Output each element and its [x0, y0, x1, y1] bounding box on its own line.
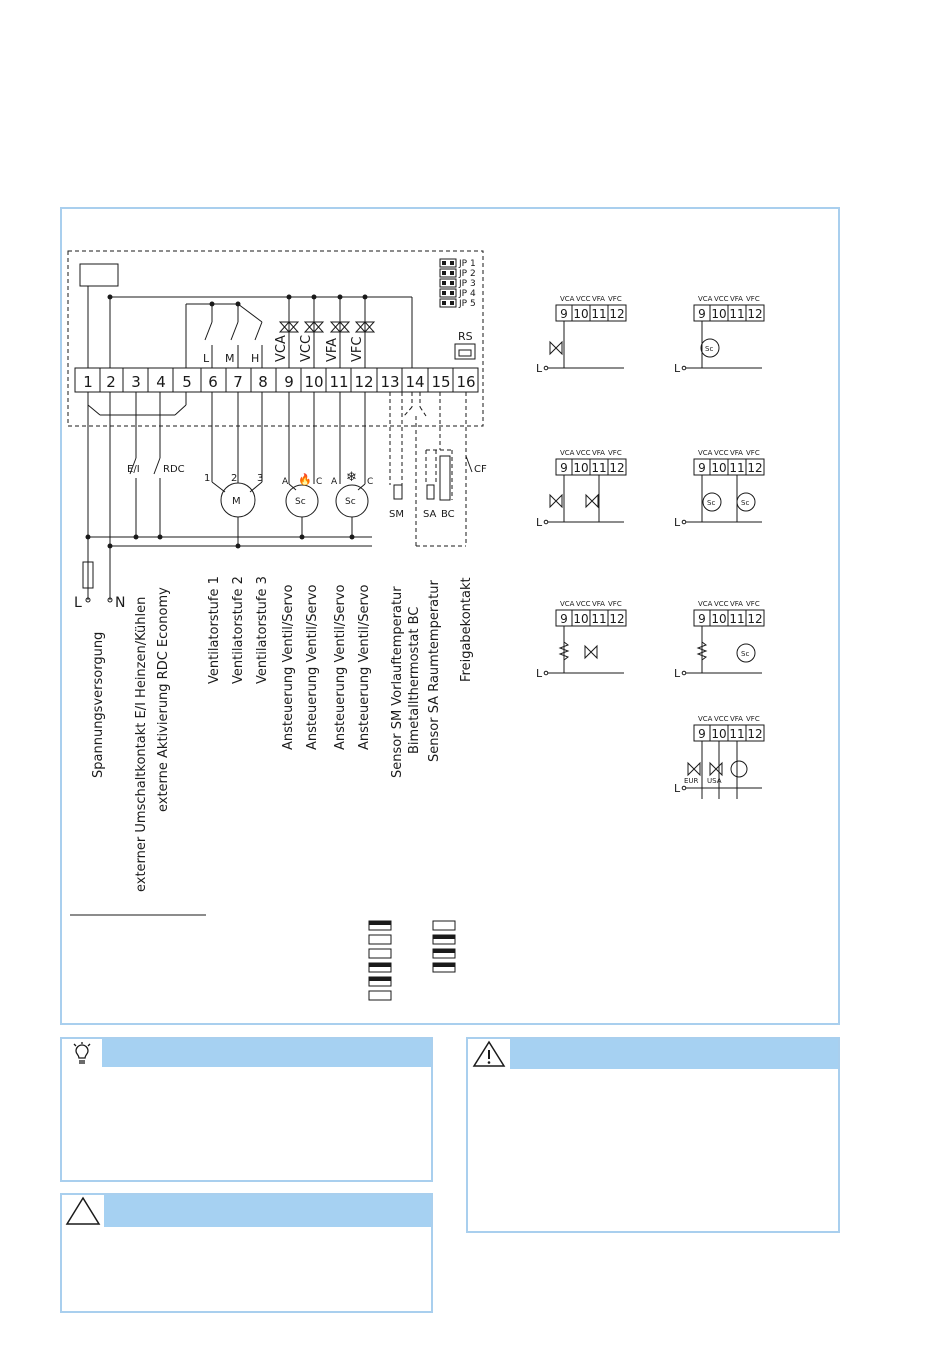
variant-1-term-2: 11 [591, 307, 607, 321]
desc-fan-3: Ventilatorstufe 3 [255, 576, 270, 684]
variant-7-term-1: 10 [711, 727, 727, 741]
fan-speed-h: H [251, 352, 260, 365]
variant-5-header-0: VCA [560, 600, 575, 608]
variant-5-term-0: 9 [560, 612, 568, 626]
variant-4-term-1: 10 [711, 461, 727, 475]
variant-4-header-2: VFA [730, 449, 743, 457]
variant-5-term-1: 10 [573, 612, 589, 626]
terminal-4: 4 [156, 373, 166, 391]
variant-2-line-label: L [674, 362, 681, 375]
desc-ei: externer Umschaltkontakt E/I Heinzen/Kühlen [134, 596, 149, 892]
variant-6-header-0: VCA [698, 600, 713, 608]
variant-6-term-2: 11 [729, 612, 745, 626]
variant-5-line-terminal [544, 671, 548, 675]
terminal-5: 5 [182, 373, 192, 391]
lightbulb-icon [62, 1039, 102, 1067]
sensor-sm-label: SM [389, 509, 404, 520]
variant-5-header-3: VFC [608, 600, 622, 608]
variant-1-line-label: L [536, 362, 543, 375]
variant-1-valve [550, 342, 562, 354]
variant-2-actuator-label: Sc [705, 345, 714, 353]
jumper-label-2: JP 2 [459, 269, 476, 279]
warning-triangle-icon [468, 1039, 510, 1069]
desc-fan-2: Ventilatorstufe 2 [231, 576, 246, 684]
terminal-6: 6 [208, 373, 218, 391]
variant-7-term-0: 9 [698, 727, 706, 741]
terminal-8: 8 [258, 373, 268, 391]
variant-5-header-1: VCC [576, 600, 591, 608]
variant-6-header-3: VFC [746, 600, 760, 608]
variant-2-header-3: VFC [746, 295, 760, 303]
variant-7-term-2: 11 [729, 727, 745, 741]
sensor-bc-label: BC [441, 509, 455, 520]
flame-icon: 🔥 [298, 473, 312, 486]
variant-7-header-1: VCC [714, 715, 729, 723]
variant-3-term-3: 12 [609, 461, 625, 475]
variant-2-line-terminal [682, 366, 686, 370]
desc-valve-2: Ansteuerung Ventil/Servo [305, 584, 320, 750]
rs-label: RS [458, 330, 473, 343]
desc-valve-4: Ansteuerung Ventil/Servo [357, 584, 372, 750]
terminal-16: 16 [456, 373, 476, 391]
variant-3-header-3: VFC [608, 449, 622, 457]
desc-rdc: externe Aktivierung RDC Economy [156, 587, 171, 812]
variant-1-header-1: VCC [576, 295, 591, 303]
desc-release: Freigabekontakt [459, 577, 474, 682]
actuator-2-c: C [367, 477, 374, 487]
actuator-1-a: A [282, 477, 289, 487]
variant-2-header-2: VFA [730, 295, 743, 303]
variant-7-pump [731, 761, 747, 777]
variant-6-term-1: 10 [711, 612, 727, 626]
variant-4-term-2: 11 [729, 461, 745, 475]
variant-1-header-3: VFC [608, 295, 622, 303]
variant-2-term-3: 12 [747, 307, 763, 321]
jumper-label-4: JP 4 [459, 289, 476, 299]
terminal-9: 9 [284, 373, 294, 391]
note-panel-header [62, 1195, 431, 1227]
desc-valve-3: Ansteuerung Ventil/Servo [333, 584, 348, 750]
actuator-2-label: Sc [345, 497, 356, 507]
variant-7-term-3: 12 [747, 727, 763, 741]
variant-1-term-0: 9 [560, 307, 568, 321]
variant-6-header-2: VFA [730, 600, 743, 608]
terminal-3: 3 [131, 373, 141, 391]
variant-4-header-0: VCA [698, 449, 713, 457]
variant-4-actuator-label: Sc [707, 499, 716, 507]
note-triangle-icon [62, 1195, 104, 1227]
desc-fan-1: Ventilatorstufe 1 [207, 576, 222, 684]
variant-3-valve [586, 495, 598, 507]
supply-n-label: N [115, 595, 126, 611]
terminal-2: 2 [106, 373, 116, 391]
desc-valve-1: Ansteuerung Ventil/Servo [281, 584, 296, 750]
variant-4-header-3: VFC [746, 449, 760, 457]
variant-4-header-1: VCC [714, 449, 729, 457]
sensor-sa-label: SA [423, 509, 437, 520]
variant-7-line-label: L [674, 782, 681, 795]
variant-2-term-2: 11 [729, 307, 745, 321]
triac-label-vcc: VCC [299, 334, 314, 362]
variant-7-valve [710, 763, 722, 775]
desc-bimetal: Bimetallthermostat BC [407, 606, 422, 754]
variant-1-term-3: 12 [609, 307, 625, 321]
triac-label-vfa: VFA [325, 337, 340, 362]
variant-4-term-0: 9 [698, 461, 706, 475]
tip-panel-header [62, 1039, 431, 1067]
terminal-1: 1 [83, 373, 93, 391]
actuator-1-c: C [316, 477, 323, 487]
switch-label-cf: CF [474, 464, 487, 475]
variant-5-term-3: 12 [609, 612, 625, 626]
jumper-label-5: JP 5 [459, 299, 476, 309]
variant-1-term-1: 10 [573, 307, 589, 321]
desc-sensor-sa: Sensor SA Raumtemperatur [427, 580, 442, 762]
terminal-13: 13 [380, 373, 400, 391]
variant-4-line-terminal [682, 520, 686, 524]
variant-2-header-1: VCC [714, 295, 729, 303]
desc-sensor-sm: Sensor SM Vorlauftemperatur [390, 586, 405, 778]
variant-5-term-2: 11 [591, 612, 607, 626]
motor-pin-1: 1 [204, 473, 211, 484]
terminal-11: 11 [329, 373, 349, 391]
actuator-2-a: A [331, 477, 338, 487]
warning-icon-box [468, 1039, 510, 1069]
switch-label-ei: E/I [127, 464, 140, 475]
variant-5-line-label: L [536, 667, 543, 680]
snowflake-icon: ❄ [346, 470, 357, 485]
variant-4-line-label: L [674, 516, 681, 529]
motor-label: M [232, 496, 241, 507]
variant-6-line-label: L [674, 667, 681, 680]
terminal-12: 12 [354, 373, 374, 391]
switch-label-rdc: RDC [163, 464, 185, 475]
variant-6-actuator-label: Sc [741, 650, 750, 658]
variant-6-line-terminal [682, 671, 686, 675]
motor-pin-3: 3 [257, 473, 264, 484]
variant-2-term-1: 10 [711, 307, 727, 321]
variant-4-actuator-label: Sc [741, 499, 750, 507]
fan-speed-m: M [225, 352, 235, 365]
variant-3-header-1: VCC [576, 449, 591, 457]
desc-supply: Spannungsversorgung [91, 631, 106, 778]
variant-7-header-2: VFA [730, 715, 743, 723]
note-icon-box [62, 1195, 104, 1227]
warning-panel-header [468, 1039, 838, 1069]
fan-speed-l: L [203, 352, 210, 365]
variant-3-header-0: VCA [560, 449, 575, 457]
variant-3-line-terminal [544, 520, 548, 524]
variant-1-line-terminal [544, 366, 548, 370]
jumper-label-3: JP 3 [459, 279, 476, 289]
terminal-7: 7 [233, 373, 243, 391]
variant-1-header-0: VCA [560, 295, 575, 303]
variant-5-header-2: VFA [592, 600, 605, 608]
tip-icon-box [62, 1039, 102, 1067]
actuator-1-label: Sc [295, 497, 306, 507]
jumper-label-1: JP 1 [459, 259, 476, 269]
variant-7-header-0: VCA [698, 715, 713, 723]
terminal-14: 14 [405, 373, 425, 391]
variant-7-usa-label: USA [707, 777, 722, 785]
variant-6-term-0: 9 [698, 612, 706, 626]
variant-7-valve [688, 763, 700, 775]
variant-2-header-0: VCA [698, 295, 713, 303]
jumper-config-a [369, 921, 391, 1000]
variant-6-header-1: VCC [714, 600, 729, 608]
variant-5-valve [585, 646, 597, 658]
variant-4-term-3: 12 [747, 461, 763, 475]
variant-6-term-3: 12 [747, 612, 763, 626]
terminal-10: 10 [304, 373, 324, 391]
variant-3-line-label: L [536, 516, 543, 529]
triac-label-vfc: VFC [350, 336, 365, 362]
motor-pin-2: 2 [231, 473, 238, 484]
variant-3-valve [550, 495, 562, 507]
variant-3-term-1: 10 [573, 461, 589, 475]
variant-3-term-0: 9 [560, 461, 568, 475]
variant-7-eur-label: EUR [684, 777, 699, 785]
variant-1-header-2: VFA [592, 295, 605, 303]
variant-2-term-0: 9 [698, 307, 706, 321]
variant-7-header-3: VFC [746, 715, 760, 723]
triac-label-vca: VCA [274, 335, 289, 362]
variant-7-line-terminal [682, 786, 686, 790]
variant-3-header-2: VFA [592, 449, 605, 457]
supply-l-label: L [74, 595, 82, 611]
terminal-15: 15 [431, 373, 451, 391]
variant-3-term-2: 11 [591, 461, 607, 475]
